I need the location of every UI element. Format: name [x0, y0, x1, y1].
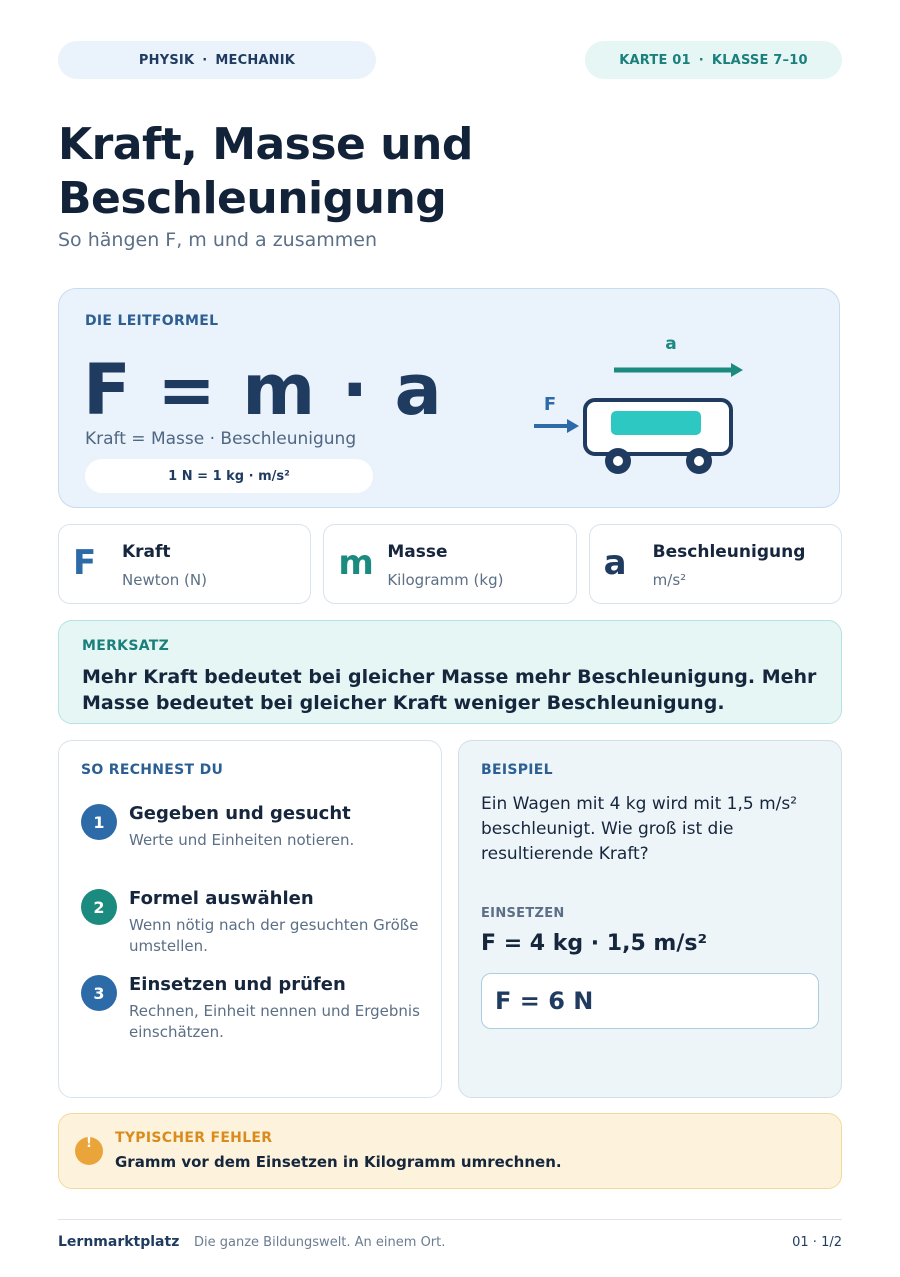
step-text: Rechnen, Einheit nennen und Ergebnis einschätzen.: [129, 1002, 420, 1041]
variable-unit: Kilogramm (kg): [387, 571, 504, 589]
unit-note: 1 N = 1 kg · m/s²: [85, 459, 373, 493]
card-pill: [585, 41, 842, 79]
variable-card-mass: [323, 524, 576, 604]
step-number: 2: [81, 889, 117, 925]
rule-label: MERKSATZ: [82, 638, 170, 654]
steps-panel: [58, 740, 442, 1098]
footer-brand[interactable]: Lernmarktplatz: [58, 1234, 180, 1250]
topic-label: MECHANIK: [215, 52, 296, 68]
subject-separator: ·: [202, 52, 208, 68]
variable-unit: Newton (N): [122, 571, 207, 589]
step-text: Werte und Einheiten notieren.: [129, 831, 355, 849]
acceleration-arrow-head: [731, 363, 743, 377]
card-separator: ·: [698, 52, 704, 68]
formula-description: Kraft = Masse · Beschleunigung: [85, 429, 357, 449]
variable-symbol: a: [603, 543, 627, 583]
variable-name: Masse: [387, 542, 448, 562]
variable-unit: m/s²: [652, 571, 687, 589]
subject-label: PHYSIK: [138, 52, 195, 68]
warning-text: Gramm vor dem Einsetzen in Kilogramm umrechnen.: [115, 1153, 562, 1171]
example-label: BEISPIEL: [481, 762, 553, 778]
grade-label: KLASSE 7–10: [711, 52, 808, 68]
footer-divider: [58, 1219, 842, 1220]
formula-panel-label: DIE LEITFORMEL: [85, 313, 219, 329]
variable-symbol: F: [73, 543, 97, 583]
force-label: F: [543, 394, 557, 415]
variable-card-force: [58, 524, 311, 604]
warning-icon: !: [75, 1137, 103, 1165]
example-sub-label: EINSETZEN: [481, 906, 565, 921]
page-subtitle: So hängen F, m und a zusammen: [58, 229, 378, 251]
footer-tagline: Die ganze Bildungswelt. An einem Ort.: [194, 1235, 446, 1250]
step-number: 1: [81, 804, 117, 840]
example-calculation: F = 4 kg · 1,5 m/s²: [481, 931, 708, 956]
variable-symbol: m: [338, 543, 374, 583]
cart-load: [611, 411, 701, 435]
force-arrow-head: [567, 419, 579, 433]
variable-cards: [58, 524, 842, 604]
steps-label: SO RECHNEST DU: [81, 762, 224, 778]
rule-box: [58, 620, 842, 724]
cart-wheel-right-hub: [694, 456, 704, 466]
page-title: Kraft, Masse und Beschleunigung: [58, 119, 473, 224]
page-number: 01 · 1/2: [792, 1235, 842, 1250]
step-title: Gegeben und gesucht: [129, 803, 351, 824]
main-formula: F = m · a: [83, 349, 443, 431]
subject-pill: [58, 41, 376, 79]
example-result: F = 6 N: [481, 973, 819, 1029]
step-title: Einsetzen und prüfen: [129, 974, 346, 995]
step-title: Formel auswählen: [129, 888, 314, 909]
cart-diagram: [529, 327, 759, 487]
warning-label: TYPISCHER FEHLER: [115, 1130, 273, 1146]
rule-text: Mehr Kraft bedeutet bei gleicher Masse mehr Beschleunigung. Mehr Masse bedeutet bei gleicher Kraft weniger Beschleunigung.: [82, 666, 817, 714]
variable-name: Beschleunigung: [652, 542, 806, 562]
cart-wheel-left-hub: [613, 456, 623, 466]
variable-card-acceleration: [589, 524, 842, 604]
example-panel: [458, 740, 842, 1098]
step-text: Wenn nötig nach der gesuchten Größe umstellen.: [129, 916, 419, 955]
common-mistake-box: [58, 1113, 842, 1189]
variable-name: Kraft: [122, 542, 171, 562]
formula-panel: [58, 288, 840, 508]
step-number: 3: [81, 975, 117, 1011]
example-question: Ein Wagen mit 4 kg wird mit 1,5 m/s² beschleunigt. Wie groß ist die resultierende Kraft?: [481, 794, 798, 864]
acceleration-label: a: [665, 334, 677, 354]
card-number-label: KARTE 01: [619, 52, 691, 68]
